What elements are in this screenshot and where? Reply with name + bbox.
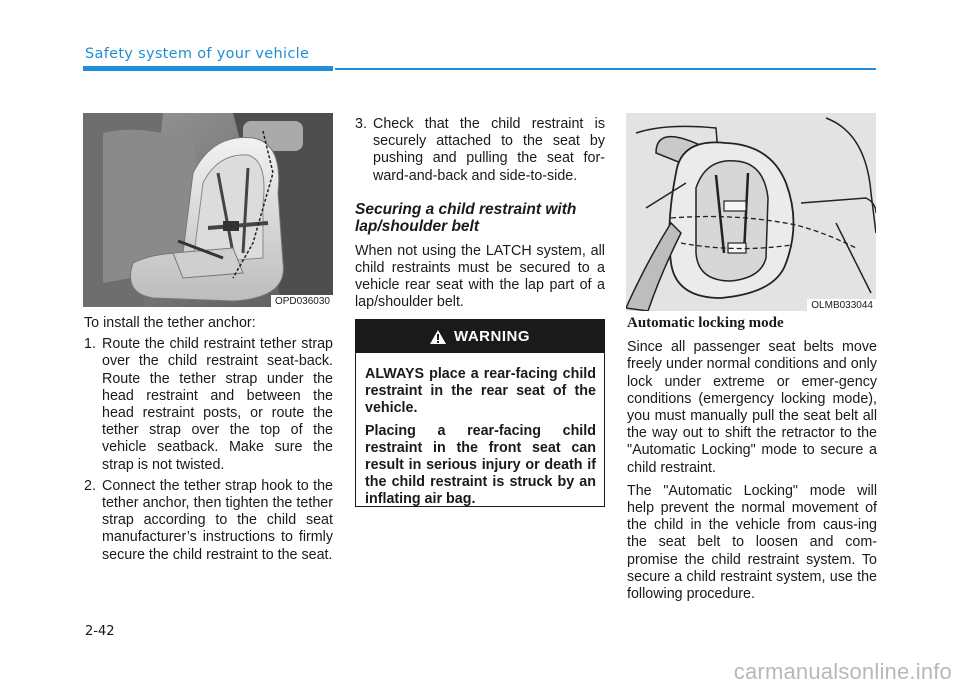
header-rule [335,68,876,70]
step-text: Check that the child restraint is securely attached to the seat by pushing and pulling the seat for-ward-and-back and side-to-side. [373,116,605,184]
subheading: Securing a child restraint with lap/shoulder belt [355,200,577,235]
list-item [84,478,333,564]
step-number: 1. [84,336,96,353]
step-number: 2. [84,477,96,494]
locking-paragraph-2: The "Automatic Locking" mode will help prevent the normal movement of the child in the vehicle from caus-ing the seat belt to loosen and com-promise the child restraint system. To secure a child restraint system, use the following procedure. [627,482,877,603]
warning-body [356,353,604,508]
latch-paragraph: When not using the LATCH system, all child restraints must be secured to a vehicle rear seat with the lap part of a lap/shoulder belt. [355,242,605,311]
column-2 [355,116,605,312]
step-text: Connect the tether strap hook to the tether anchor, then tighten the tether strap according to the child seat manufacturer’s instructions to firmly secure the child restraint to the seat. [102,477,333,563]
automatic-locking-illustration [626,113,876,311]
step-text: Route the child restraint tether strap over the child restraint seat-back. Route the tether strap under the head restraint and between the head restraint posts, or route the tether strap over the top of the vehicle seatback. Make sure the strap is not twisted. [102,336,333,473]
tether-intro: To install the tether anchor: [84,315,256,331]
page-number: 2-42 [85,624,115,639]
figure-code: OPD036030 [271,295,333,307]
column-3 [627,315,877,603]
watermark: carmanualsonline.info [733,659,952,684]
figure-code: OLMB033044 [807,299,876,311]
warning-paragraph: Placing a rear-facing child restraint in the front seat can result in serious injury or death if the child restraint is struck by an inflating air bag. [365,423,596,507]
child-seat-tether-photo [83,113,333,307]
section-title: Safety system of your vehicle [85,46,310,62]
locking-paragraph-1: Since all passenger seat belts move freely under normal conditions and only lock under extreme or emer-gency conditions (emergency locking mode), you must manually pull the seat belt all the way out to shift the retractor to the "Automatic Locking" mode to secure a child restraint. [627,339,877,476]
automatic-locking-heading: Automatic locking mode [627,315,784,331]
list-item [355,116,605,185]
warning-paragraph: ALWAYS place a rear-facing child restraint in the rear seat of the vehicle. [365,366,596,416]
header-accent-bar [83,66,333,71]
list-item [84,336,333,474]
warning-title: WARNING [454,328,530,345]
step-number: 3. [355,116,367,132]
child-seat-tether-illustration [83,113,333,307]
warning-box [355,319,605,507]
child-seat-belt-drawing [626,113,876,311]
column-1 [84,315,333,564]
warning-header [356,320,604,353]
warning-triangle-icon [430,330,446,344]
